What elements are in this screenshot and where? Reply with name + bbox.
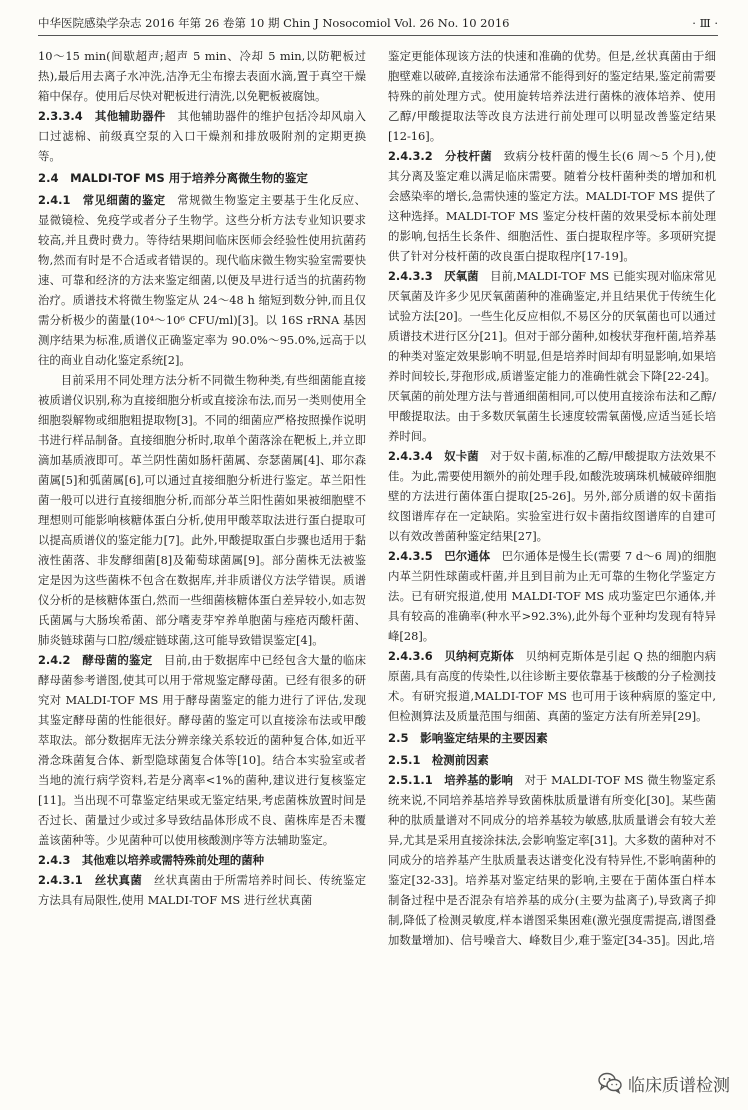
paragraph: 10～15 min(间歇超声;超声 5 min、冷却 5 min,以防靶板过热),最后用去离子水冲洗,洁净无尘布擦去表面水滴,置于真空干燥箱中保存。使用后尽快对靶板进行清洗,以免靶板被腐蚀。 [38, 49, 366, 103]
section-heading: 2.4.2 酵母菌的鉴定 [38, 653, 153, 667]
section-2-4-3-5 [388, 546, 716, 646]
section-2-4-2 [38, 650, 366, 850]
paragraph-body: 目前,MALDI-TOF MS 已能实现对临床常见厌氧菌及许多少见厌氧菌菌种的准确鉴定,并且结果优于传统生化试验方法[20]。一些生化反应相似,不易区分的厌氧菌也可以通过质谱技术进行区分[21]。但对于部分菌种,如梭状芽孢杆菌,培养基的种类对鉴定效果影响不明显,但是培养时间却有明显影响,如果培养时间较长,芽孢形成,质谱鉴定能力的准确性就会下降[22-24]。厌氧菌的前处理方法与普通细菌相同,可以使用直接涂布法和乙醇/甲酸提取法。由于多数厌氧菌生长速度较需氧菌慢,应适当延长培养时间。 [388, 269, 716, 443]
section-heading: 2.4.1 常见细菌的鉴定 [38, 193, 166, 207]
section-heading-2-4: 2.4 MALDI-TOF MS 用于培养分离微生物的鉴定 [38, 171, 308, 185]
section-heading: 2.4.3.4 奴卡菌 [388, 449, 479, 463]
paragraph-body: 致病分枝杆菌的慢生长(6 周～5 个月),使其分离及鉴定难以满足临床需要。随着分枝杆菌种类的增加和机会感染率的增长,急需快速的鉴定方法。MALDI-TOF MS 提供了这种选择。MALDI-TOF MS 鉴定分枝杆菌的效果受标本前处理的影响,包括生长条件、细胞活性、蛋白提取程序等。多项研究提供了针对分枝杆菌的改良蛋白提取程序[17-19]。 [388, 149, 716, 263]
section-2-4-3-1 [38, 870, 366, 910]
wechat-watermark [594, 1070, 734, 1096]
paragraph-body: 对于奴卡菌,标准的乙醇/甲酸提取方法效果不佳。为此,需要使用额外的前处理手段,如酸洗玻璃珠机械破碎细胞壁的方法进行菌体蛋白提取[25-26]。另外,部分质谱的奴卡菌指纹图谱库存在一定缺陷。实验室进行奴卡菌指纹图谱库的自建可以有效改善菌种鉴定结果[27]。 [388, 449, 716, 543]
paragraph-body: 巴尔通体是慢生长(需要 7 d～6 周)的细胞内革兰阴性球菌或杆菌,并且到目前为止无可靠的生物化学鉴定方法。已有研究报道,使用 MALDI-TOF MS 成功鉴定巴尔通体,并具有较高的准确率(种水平>92.3%),此外每个亚种均发现有特异峰[28]。 [388, 549, 716, 643]
paragraph-body: 丝状真菌由于所需培养时间长、传统鉴定方法具有局限性,使用 MALDI-TOF MS 进行丝状真菌 [38, 873, 366, 907]
section-heading: 2.4.3.2 分枝杆菌 [388, 149, 493, 163]
section-2-3-3-4 [38, 106, 366, 166]
paragraph-body: 常规微生物鉴定主要基于生化反应、显微镜检、免疫学或者分子生物学。这些分析方法专业知识要求较高,并且费时费力。等待结果期间临床医师会经验性使用抗菌药物,然而有时是不合适或者错误的。现代临床微生物实验室需要快速、可靠和经济的方法来鉴定细菌,以便及早进行适当的抗菌药物治疗。质谱技术将微生物鉴定从 24～48 h 缩短到数分钟,而且仅需分析极少的菌量(10⁴～10⁶ CFU/ml)[3]。以 16S rRNA 基因测序结果为标准,质谱仪正确鉴定率为 90.0%～95.0%,远高于以往的商业自动化鉴定系统[2]。 [38, 193, 366, 367]
paragraph: 目前采用不同处理方法分析不同微生物种类,有些细菌能直接被质谱仪识别,称为直接细胞分析或直接涂布法,而另一类则使用全细胞裂解物或细胞粗提取物[3]。不同的细菌应严格按照操作说明书进行样品制备。直接细胞分析时,取单个菌落涂在靶板上,并立即滴加基质液即可。革兰阴性菌如肠杆菌属、奈瑟菌属[4]、耶尔森菌属[5]和弧菌属[6],可以通过直接细胞分析进行鉴定。革兰阳性菌一般可以进行直接细胞分析,而部分革兰阳性菌如果被细胞壁不理想则可能影响核糖体蛋白分析,使用甲酸萃取法进行蛋白提取可以提高质谱仪的鉴定能力[7]。此外,甲酸提取蛋白步骤也适用于黏液性菌落、非发酵细菌[8]及葡萄球菌属[9]。部分菌株无法被鉴定是因为这些菌株不包含在数据库,并非质谱仪方法学错误。质谱仪分析的是核糖体蛋白,然而一些细菌核糖体蛋白差异较小,如志贺氏菌属与大肠埃希菌、部分嗜麦芽窄养单胞菌与痤疮丙酸杆菌、肺炎链球菌与口腔/缓症链球菌,这可能导致错误鉴定[4]。 [38, 373, 366, 647]
paragraph-body: 贝纳柯克斯体是引起 Q 热的细胞内病原菌,具有高度的传染性,以往诊断主要依靠基于核酸的分子检测技术。有研究报道,MALDI-TOF MS 也可用于该种病原的鉴定中,但检测算法及质量范围与细菌、真菌的鉴定方法有所差异[29]。 [388, 649, 716, 723]
paragraph-body: 其他辅助器件的维护包括冷却风扇入口过滤棉、前级真空泵的入口干燥剂和排放吸附剂的定期更换等。 [38, 109, 366, 163]
section-2-4-3-3 [388, 266, 716, 446]
running-header [38, 12, 718, 36]
section-2-4-3-6 [388, 646, 716, 726]
section-2-5-1-1 [388, 770, 716, 950]
left-column [38, 46, 366, 1106]
section-heading: 2.4.3.1 丝状真菌 [38, 873, 143, 887]
paragraph-body: 对于 MALDI-TOF MS 微生物鉴定系统来说,不同培养基培养导致菌株肽质量谱有所变化[30]。某些菌种的肽质量谱对不同成分的培养基较为敏感,肽质量谱会有较大差异,尤其是采用直接涂抹法,会影响鉴定率[31]。大多数的菌种对不同成分的培养基产生肽质量表达谱变化没有特异性,不影响菌种的鉴定[32-33]。培养基对鉴定结果的影响,主要在于菌体蛋白样本制备过程中是否混杂有培养基的成分(主要为盐离子),导致离子抑制,降低了检测灵敏度,样本谱图采集困难(激光强度需提高,谱图叠加数量增加)、信号噪音大、峰数目少,难于鉴定[34-35]。因此,培 [388, 773, 716, 947]
section-heading: 2.3.3.4 其他辅助器件 [38, 109, 166, 123]
section-heading: 2.4.3.5 巴尔通体 [388, 549, 491, 563]
right-column [388, 46, 716, 1106]
section-heading-2-4-3: 2.4.3 其他难以培养或需特殊前处理的菌种 [38, 853, 265, 867]
section-heading-2-5: 2.5 影响鉴定结果的主要因素 [388, 731, 548, 745]
paragraph-body: 目前,由于数据库中已经包含大量的临床酵母菌参考谱图,使其可以用于常规鉴定酵母菌。已经有很多的研究对 MALDI-TOF MS 用于酵母菌鉴定的能力进行了评估,发现其鉴定酵母菌的性能很好。酵母菌的鉴定可以直接涂布法或甲酸萃取法。部分数据库无法分辨亲缘关系较近的菌种复合体,如近平滑念珠菌复合体、新型隐球菌复合体等[10]。结合本实验室或者当地的流行病学资料,若是分离率<1%的菌种,建议进行复核鉴定[11]。当出现不可靠鉴定结果或无鉴定结果,考虑菌株放置时间是否过长、菌量过少或过多导致结晶体形成不良、菌株库是否未覆盖该菌种等。少见菌种可以使用核酸测序等方法辅助鉴定。 [38, 653, 366, 847]
section-heading: 2.4.3.6 贝纳柯克斯体 [388, 649, 514, 663]
wechat-icon [598, 1072, 622, 1094]
section-heading: 2.4.3.3 厌氧菌 [388, 269, 479, 283]
section-heading: 2.5.1.1 培养基的影响 [388, 773, 513, 787]
section-2-4-3-4 [388, 446, 716, 546]
paragraph: 鉴定更能体现该方法的快速和准确的优势。但是,丝状真菌由于细胞壁难以破碎,直接涂布法通常不能得到好的鉴定结果,鉴定前需要特殊的前处理方式。使用旋转培养法进行菌株的液体培养、使用乙醇/甲酸提取法等改良方法进行前处理可以明显改善鉴定结果[12-16]。 [388, 49, 716, 143]
section-heading-2-5-1: 2.5.1 检测前因素 [388, 753, 489, 767]
journal-citation: 中华医院感染学杂志 2016 年第 26 卷第 10 期 Chin J Nosocomiol Vol. 26 No. 10 2016 [38, 16, 510, 30]
page-number: · Ⅲ · [692, 16, 718, 30]
watermark-text: 临床质谱检测 [628, 1075, 730, 1096]
section-2-4-3-2 [388, 146, 716, 266]
section-2-4-1 [38, 190, 366, 370]
